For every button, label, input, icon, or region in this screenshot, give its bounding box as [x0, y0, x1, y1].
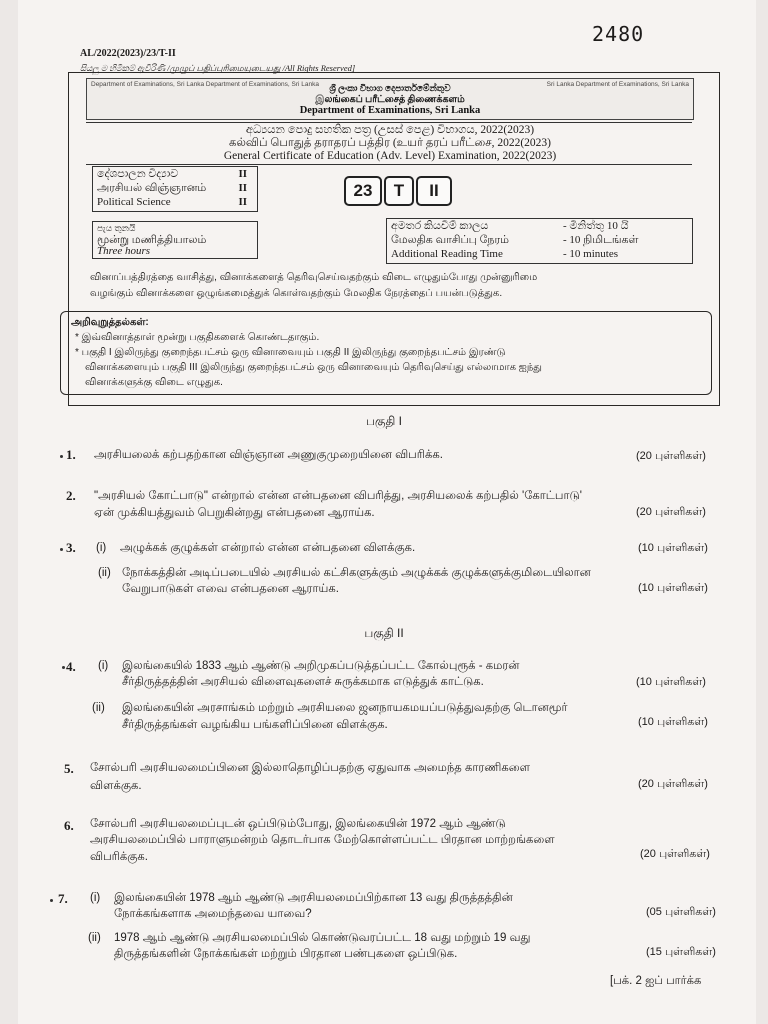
question-number: 5. [64, 761, 74, 776]
instructions-box [60, 311, 712, 395]
question-marks: (10 புள்ளிகள்) [638, 542, 708, 554]
duration-box [92, 221, 258, 259]
subject-paper-english: II [238, 196, 247, 208]
question-text: "அரசியல் கோட்பாடு" என்றால் என்ன என்பதனை விபரித்து, அரசியலைக் கற்பதில் 'கோட்பாடு' [94, 490, 582, 502]
question-text: நோக்கங்களாக அமைந்தவை யாவை? [114, 908, 312, 920]
question-text: இலங்கையில் 1833 ஆம் ஆண்டு அறிமுகப்படுத்தப்பட்ட கோல்புரூக் - கமரன் [122, 660, 520, 672]
subquestion-label: (ii) [92, 702, 105, 714]
subject-code-box: 23 [344, 176, 382, 206]
reading-label-sinhala: අමතර කියවීම් කාලය [391, 220, 489, 232]
question-number: 2. [66, 488, 76, 503]
question-number: 3. [66, 540, 76, 555]
instruction-line: * இவ்வினாத்தாள் மூன்று பகுதிகளைக் கொண்டதாகும். [75, 332, 320, 343]
duration-english: Three hours [97, 245, 151, 257]
question-number: 6. [64, 818, 74, 833]
question-text: சீர்திருத்தத்தின் அரசியல் விளைவுகளைச் சுருக்கமாக எடுத்துக் காட்டுக. [122, 676, 484, 688]
part2-heading: பகுதி II [364, 626, 404, 640]
instructions-heading: அறிவுறுத்தல்கள்: [71, 317, 149, 328]
banner-title-sinhala: ශ්‍රී ලංකා විභාග දෙපාර්තමේන්තුව [329, 83, 451, 93]
paper-code-box: II [416, 176, 452, 206]
subject-paper-tamil: II [238, 182, 247, 194]
reading-value-english: - 10 minutes [563, 248, 618, 260]
paper-code: AL/2022(2023)/23/T-II [80, 48, 176, 59]
divider [86, 122, 692, 123]
instruction-line: வினாக்களையும் பகுதி III இலிருந்து குறைந்தபட்சம் ஒரு வினாவையும் தெரிவுசெய்து எல்லாமாக ஐந்து [85, 362, 542, 373]
banner-title-english: Department of Examinations, Sri Lanka [299, 105, 481, 116]
reading-notice [90, 270, 695, 302]
page-turn-note: [பக். 2 ஐப் பார்க்க [610, 975, 702, 987]
department-banner [86, 78, 694, 120]
question-text: இலங்கையின் அரசாங்கம் மற்றும் அரசியலை ஜனநாயகமயப்படுத்துவதற்கு டொனமூர் [122, 702, 568, 714]
reading-value-tamil: - 10 நிமிடங்கள் [563, 234, 639, 246]
subject-name-sinhala: දේශපාලන විද්‍යාව [97, 168, 179, 180]
subquestion-label: (i) [90, 892, 101, 904]
reading-label-tamil: மேலதிக வாசிப்பு நேரம் [391, 234, 510, 246]
reading-notice-line: வழங்கும் வினாக்களை ஒழுங்கமைத்துக் கொள்வதற்கும் மேலதிக நேரத்தைப் பயன்படுத்துக. [90, 288, 503, 299]
question-text: விபரிக்குக. [90, 851, 148, 863]
margin-mark [50, 899, 53, 902]
question-text: அரசியலைக் கற்பதற்கான விஞ்ஞான அணுகுமுறையினை விபரிக்க. [94, 449, 443, 461]
rights-notice: සියලු ම හිමිකම් ඇවිරිණි /முழுப் பதிப்புரிமையுடையது /All Rights Reserved] [80, 63, 356, 73]
question-marks: (20 புள்ளிகள்) [638, 778, 708, 790]
question-number: 4. [66, 659, 76, 674]
reading-notice-line: வினாப்பத்திரத்தை வாசித்து, வினாக்களைத் தெரிவுசெய்வதற்கும் விடை எழுதும்போது முன்னுரிமை [90, 272, 538, 283]
question-marks: (20 புள்ளிகள்) [636, 506, 706, 518]
subject-name-tamil: அரசியல் விஞ்ஞானம் [97, 182, 207, 194]
question-text: திருத்தங்களின் நோக்கங்கள் மற்றும் பிரதான பண்புகளை ஒப்பிடுக. [114, 948, 458, 960]
subject-paper-sinhala: II [238, 168, 247, 180]
question-text: சோல்பரி அரசியலமைப்பினை இல்லாதொழிப்பதற்கு ஏதுவாக அமைந்த காரணிகளை [90, 762, 530, 774]
duration-tamil: மூன்று மணித்தியாலம் [97, 234, 207, 246]
question-text: வேறுபாடுகள் எவை என்பதனை ஆராய்க. [122, 583, 339, 595]
subquestion-label: (i) [96, 542, 107, 554]
question-text: 1978 ஆம் ஆண்டு அரசியலமைப்பில் கொண்டுவரப்பட்ட 18 வது மற்றும் 19 வது [114, 932, 531, 944]
instruction-line: * பகுதி I இலிருந்து குறைந்தபட்சம் ஒரு வினாவையும் பகுதி II இலிருந்து குறைந்தபட்சம் இரண்டு [75, 347, 506, 358]
exam-title-english: General Certificate of Education (Adv. Level) Examination, 2022(2023) [223, 150, 557, 162]
question-marks: (10 புள்ளிகள்) [638, 582, 708, 594]
subquestion-label: (ii) [88, 932, 101, 944]
question-number: 7. [58, 891, 68, 906]
medium-code-box: T [384, 176, 414, 206]
margin-mark [60, 455, 63, 458]
question-marks: (10 புள்ளிகள்) [636, 676, 706, 688]
question-marks: (20 புள்ளிகள்) [640, 848, 710, 860]
banner-title-tamil: இலங்கைப் பரீட்சைத் திணைக்களம் [315, 95, 465, 105]
question-marks: (20 புள்ளிகள்) [636, 450, 706, 462]
divider [86, 164, 692, 165]
question-number: 1. [66, 447, 76, 462]
question-text: சீர்திருத்தங்கள் வழங்கிய பங்களிப்பினை விளக்குக. [122, 719, 388, 731]
question-text: இலங்கையின் 1978 ஆம் ஆண்டு அரசியலமைப்பிற்கான 13 வது திருத்தத்தின் [114, 892, 513, 904]
part1-heading: பகுதி I [365, 414, 403, 428]
reading-value-sinhala: - මිනිත්තු 10 යි [563, 220, 629, 232]
exam-title-tamil: கல்விப் பொதுத் தராதரப் பத்திர (உயர் தரப் பரீட்சை, 2022(2023) [228, 137, 552, 149]
question-text: அழுக்கக் குழுக்கள் என்றால் என்ன என்பதனை விளக்குக. [120, 542, 416, 554]
question-marks: (05 புள்ளிகள்) [646, 906, 716, 918]
question-text: ஏன் முக்கியத்துவம் பெறுகின்றது என்பதனை ஆராய்க. [94, 507, 375, 519]
reading-time-box [386, 218, 693, 264]
margin-mark [62, 666, 65, 669]
question-marks: (10 புள்ளிகள்) [638, 716, 708, 728]
subquestion-label: (i) [98, 660, 109, 672]
question-text: விளக்குக. [90, 780, 142, 792]
reading-label-english: Additional Reading Time [391, 248, 503, 260]
duration-sinhala: පැය තුනයි [97, 223, 136, 233]
dept-watermark-right: Sri Lanka Department of Examinations, Sri Lanka [546, 81, 689, 88]
page-number: 2480 [592, 22, 645, 46]
margin-mark [60, 548, 63, 551]
question-marks: (15 புள்ளிகள்) [646, 946, 716, 958]
question-text: அரசியலமைப்பில் பாராளுமன்றம் தொடர்பாக மேற்கொள்ளப்பட்ட பிரதான மாற்றங்களை [90, 834, 555, 846]
subject-name-english: Political Science [97, 196, 171, 208]
dept-watermark-left: Department of Examinations, Sri Lanka Department of Examinations, Sri Lanka [91, 81, 319, 88]
subquestion-label: (ii) [98, 567, 111, 579]
exam-title-sinhala: අධ්‍යයන පොදු සහතික පත්‍ර (උසස් පෙළ) විභාගය, 2022(2023) [245, 124, 535, 136]
instruction-line: வினாக்களுக்கு விடை எழுதுக. [85, 377, 223, 388]
subject-box [92, 166, 258, 212]
question-text: சோல்பரி அரசியலமைப்புடன் ஒப்பிடும்போது, இலங்கையின் 1972 ஆம் ஆண்டு [90, 818, 506, 830]
question-text: நோக்கத்தின் அடிப்படையில் அரசியல் கட்சிகளுக்கும் அழுக்கக் குழுக்களுக்குமிடையிலான [122, 567, 591, 579]
